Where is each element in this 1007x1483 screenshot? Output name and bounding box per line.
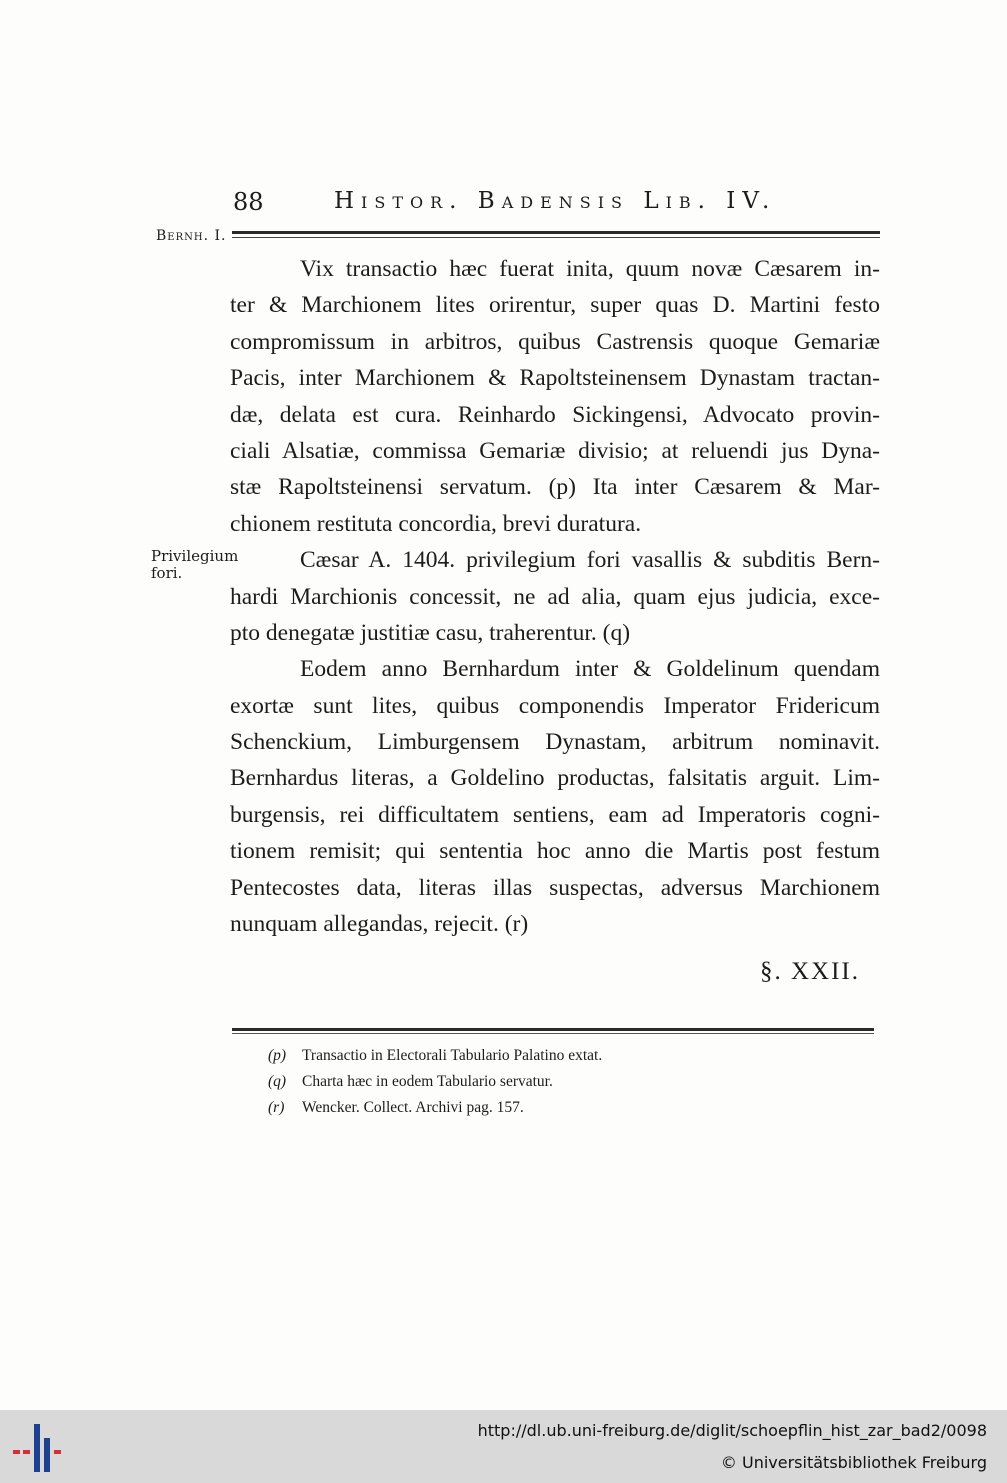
text-line: nunquam allegandas, rejecit. (r): [230, 911, 529, 938]
page-header: [230, 184, 880, 224]
footnote-rule-thin: [232, 1033, 874, 1034]
header-rule: [232, 231, 880, 234]
footnote: [268, 1069, 868, 1095]
text-line: Bernhardus literas, a Goldelino productas, falsitatis arguit. Lim-: [230, 765, 880, 792]
ub-freiburg-logo-icon: [12, 1420, 64, 1476]
text-line: burgensis, rei difficultatem sentiens, eam ad Imperatoris cogni-: [230, 801, 880, 828]
margin-ruler-name: Bernh. I.: [156, 228, 227, 244]
footnote-mark: (p): [268, 1047, 287, 1064]
text-line: stæ Rapoltsteinensi servatum. (p) Ita inter Cæsarem & Mar-: [230, 474, 880, 501]
header-rule-thin: [232, 237, 880, 238]
footnotes: [268, 1043, 868, 1121]
footnote-mark: (q): [268, 1073, 287, 1090]
text-line: ciali Alsatiæ, commissa Gemariæ divisio; at reluendi jus Dyna-: [230, 437, 880, 464]
body-text: [230, 251, 880, 942]
text-line: compromissum in arbitros, quibus Castrensis quoque Gemariæ: [230, 328, 880, 355]
text-line: Eodem anno Bernhardum inter & Goldelinum quendam: [300, 656, 880, 683]
text-line: Schenckium, Limburgensem Dynastam, arbitrum nominavit.: [230, 729, 880, 756]
footnote-rule: [232, 1028, 874, 1031]
text-line: dæ, delata est cura. Reinhardo Sickingensi, Advocato provin-: [230, 401, 880, 428]
footnote-text: Charta hæc in eodem Tabulario servatur.: [302, 1073, 553, 1090]
margin-note: Privilegium fori.: [151, 547, 239, 582]
running-title: Histor. Badensis Lib. IV.: [334, 188, 777, 214]
text-line: chionem restituta concordia, brevi duratura.: [230, 510, 642, 537]
page-number: 88: [233, 188, 264, 216]
footnote-text: Wencker. Collect. Archivi pag. 157.: [302, 1099, 524, 1116]
text-line: exortæ sunt lites, quibus componendis Imperator Fridericum: [230, 692, 880, 719]
text-line: hardi Marchionis concessit, ne ad alia, quam ejus judicia, exce-: [230, 583, 880, 610]
text-line: Pacis, inter Marchionem & Rapoltsteinensem Dynastam tractan-: [230, 365, 880, 392]
footnote: [268, 1095, 868, 1121]
footnote: [268, 1043, 868, 1069]
text-line: Vix transactio hæc fuerat inita, quum novæ Cæsarem in-: [300, 256, 880, 282]
text-line: Cæsar A. 1404. privilegium fori vasallis & subditis Bern-: [300, 547, 880, 574]
text-line: pto denegatæ justitiæ casu, traherentur. (q): [230, 619, 631, 646]
footnote-mark: (r): [268, 1099, 285, 1116]
copyright: © Universitätsbibliothek Freiburg: [720, 1453, 987, 1472]
text-line: tionem remisit; qui sententia hoc anno die Martis post festum: [230, 838, 880, 865]
footnote-text: Transactio in Electorali Tabulario Palatino extat.: [302, 1047, 603, 1064]
text-line: ter & Marchionem lites orirentur, super quas D. Martini festo: [230, 292, 880, 319]
section-number: §. XXII.: [760, 958, 861, 985]
text-line: Pentecostes data, literas illas suspectas, adversus Marchionem: [230, 874, 880, 901]
permalink[interactable]: http://dl.ub.uni-freiburg.de/diglit/schoepflin_hist_zar_bad2/0098: [477, 1421, 987, 1440]
